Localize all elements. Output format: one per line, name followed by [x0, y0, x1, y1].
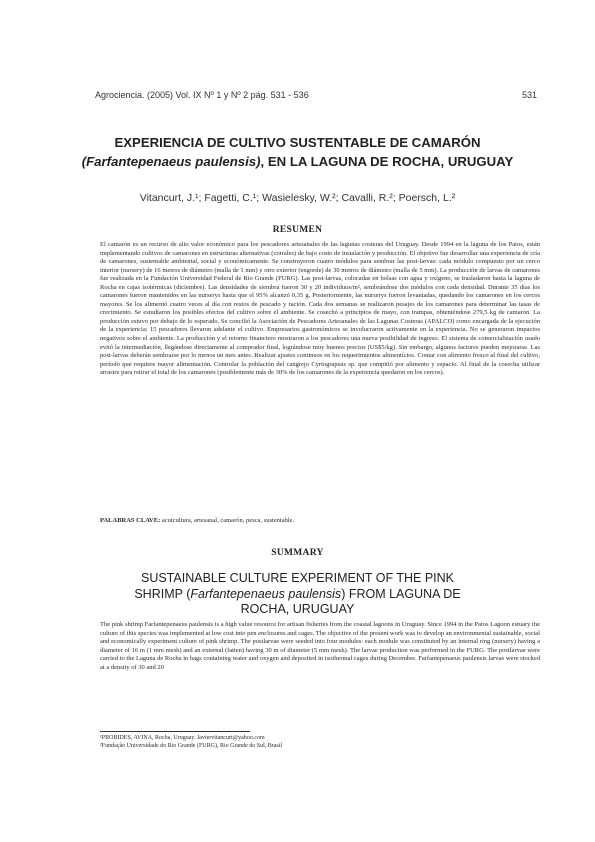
- english-title-part-a: SHRIMP (: [134, 586, 191, 601]
- keywords-label: PALABRAS CLAVE:: [100, 517, 161, 524]
- english-species-name: Farfantepenaeus paulensis: [190, 586, 342, 601]
- title-location: , EN LA LAGUNA DE ROCHA, URUGUAY: [260, 154, 514, 169]
- english-title-line-1: SUSTAINABLE CULTURE EXPERIMENT OF THE PINK: [140, 571, 455, 585]
- summary-text: The pink shrimp Farfantepenaeus paulensis is a high value resource for artisan fisheries from the coastal lagoons in Uruguay. Since 1994 in the Patos Lagoon estuary the culture of this species was implemented at low cost into pen enclosures and cages. The objective of the present work was to develop an environmental sustainable, social and economically experiment culture of pink shrimp. The postlarvae were seeded into four modules: each module was constituted by an internal ring (nursery) having a diameter of 16 m (1 mm mesh) and an external (fatten) having 30 m of diameter (5 mm mesh). The larvae production was performed in the FURG. The postlarvae were carried to the Laguna de Rocha in bags containing water and oxygen and deposited in isothermal cages during December. Farfantepenaeus paulensis larvae were stocked at a density of 30 and 20: [100, 621, 540, 671]
- english-title-part-b: ) FROM LAGUNA DE: [341, 586, 461, 601]
- summary-heading: SUMMARY: [271, 548, 324, 558]
- resumen-heading: RESUMEN: [272, 225, 323, 235]
- english-title-line-3: ROCHA, URUGUAY: [240, 602, 355, 616]
- paper-title-line-1: EXPERIENCIA DE CULTIVO SUSTENTABLE DE CAMARÓN: [114, 135, 481, 150]
- resumen-text: El camarón es un recurso de alto valor económico para los pescadores artesanales de las lagunas costeras del Uruguay. Desde 1994 en la laguna de los Patos, están implementando cultivos de camarones en estructuras alternativas (corrales) de bajo costo de instalación y producción. El objetivo fue desarrollar una experiencia de cría de camarones, sustentable ambiental, social y económicamente. Se construyeron cuatro módulos para sembrar las post-larvas: cada módulo compuesto por un cerco interior (nursery) de 16 metros de diámetro (malla de 1 mm) y otro exterior (engorde) de 30 metros de diámetro (malla de 5 mm). La producción de larvas de camarones fue realizada en la Fundación Universidad Federal de Río Grande (FURG). Las post-larvas, colocadas en bolsas con agua y oxígeno, se trasladaron hasta la laguna de Rocha en cajas isotérmicas (diciembre). Las densidades de siembra fueron 30 y 20 individuos/m², sembrándose dos módulos con cada densidad. Durante 35 días los camarones fueron mantenidos en las nurserys hasta que el 95% alcanzó 0,35 g. Posteriormente, las nurserys fueron levantadas, quedando los camarones en los cercos mayores. Se los alimentó cuatro veces al día con restos de pescado y ración. Cada dos semanas se realizaron pesajes de los camarones para determinar las tasas de crecimiento. Se estudiaron los posibles efectos del cultivo sobre el ambiente. Se cosechó a principios de mayo, con trampas, obteniéndose 279,5 kg de camarón. La producción estuvo por debajo de lo esperado. Se concilió la Asociación de Pescadores Artesanales de las Lagunas Costeras (APALCO) como encargada de la ejecución de la experiencia; 15 pescadores llevaron adelante el cultivo. Empresarios gastronómicos se involucraron activamente en la experiencia. No se generaron impactos negativos sobre el ambiente. La producción y el retorno financiero mostraron a los pescadores una nueva posibilidad de ingreso. El sistema de comercialización usado evitó la intermediación, llegándose directamente al comprador final, lográndose muy buenos precios (US$5/kg). Sin embargo, algunos factores pueden mejorarse. Las post-larvas deberán sembrarse por lo menos un mes antes. Realizar ajustes continuos en los requerimientos alimentícios. Contar con alimento fresco al final del cultivo, período que requiere mayor alimentación. Controlar la población del cangrejo Cyrtograpsus sp. que compitió por alimento y espacio. Al final de la cosecha utilizar arrastre para retirar el total de los camarones (posiblemente más de 30% de los camarones de la experiencia quedaron en los cercos).: [100, 241, 540, 377]
- paper-title-line-2: [40, 152, 555, 171]
- keywords: [100, 517, 540, 524]
- english-title-line-2: [60, 587, 535, 603]
- species-name: (Farfantepenaeus paulensis): [81, 154, 261, 169]
- footnote-2: ²Fundação Universidade do Rio Grande (FURG), Rio Grande do Sul, Brasil: [100, 743, 283, 749]
- footnote-1: ¹PROBIDES, AVINA, Rocha, Uruguay. Javiervitancurt@yahoo.com: [100, 735, 265, 741]
- page-number: 531: [521, 90, 537, 100]
- running-header: [95, 90, 537, 100]
- keywords-list: acuicultura, artesanal, camarón, pesca, sustentable.: [160, 517, 295, 524]
- footnote-rule: [100, 731, 250, 732]
- english-title: [60, 571, 535, 618]
- journal-citation: Agrociencia. (2005) Vol. IX Nº 1 y Nº 2 pág. 531 - 536: [95, 90, 309, 100]
- author-list: Vitancurt, J.¹; Fagetti, C.¹; Wasielesky, W.²; Cavalli, R.²; Poersch, L.²: [139, 192, 456, 204]
